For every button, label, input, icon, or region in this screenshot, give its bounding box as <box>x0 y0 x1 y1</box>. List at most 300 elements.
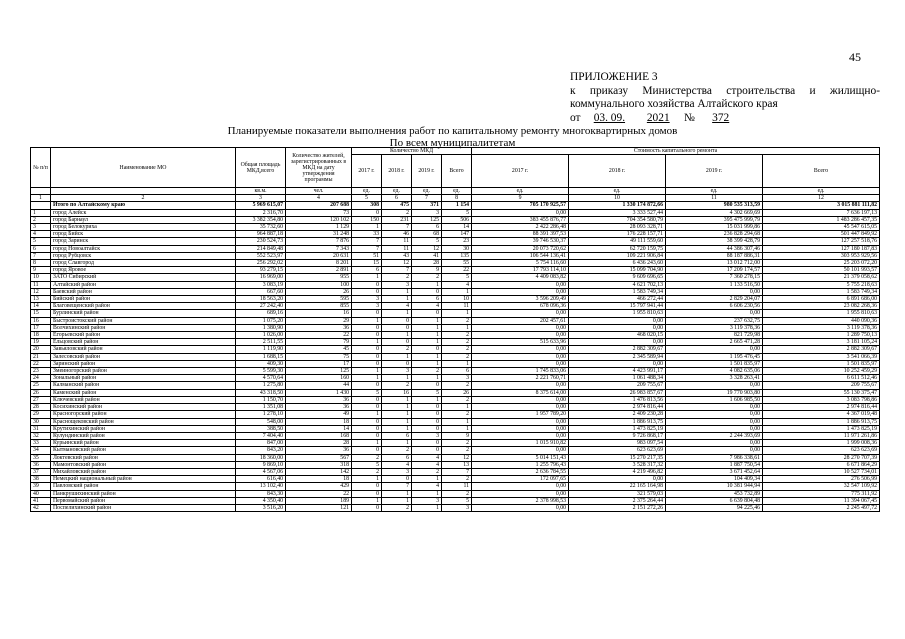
value-cell: 1 061 488,34 <box>569 375 666 382</box>
value-cell: 6 891 686,00 <box>763 296 880 303</box>
value-cell: 1 <box>382 497 412 504</box>
value-cell: 0,00 <box>666 288 763 295</box>
value-cell: 0 <box>412 440 442 447</box>
value-cell: 0 <box>352 324 382 331</box>
value-cell: 0,00 <box>472 404 569 411</box>
value-cell: 3 382 354,80 <box>236 216 286 223</box>
value-cell: 11 <box>382 245 412 252</box>
table-row <box>31 209 880 216</box>
row-number-cell: 35 <box>31 454 51 461</box>
value-cell: 3 528 317,32 <box>569 461 666 468</box>
value-cell: 44 386 307,46 <box>666 245 763 252</box>
mo-name-cell: город Яровое <box>51 267 236 274</box>
row-number-cell: 28 <box>31 404 51 411</box>
value-cell: 27 242,40 <box>236 303 286 310</box>
row-number-cell: 12 <box>31 288 51 295</box>
value-cell: 12 <box>442 454 472 461</box>
header-c2018: 2018 г. <box>569 155 666 188</box>
value-cell: 3 <box>352 303 382 310</box>
value-cell: 0 <box>352 346 382 353</box>
value-cell: 55 <box>442 260 472 267</box>
mo-name-cell: город Барнаул <box>51 216 236 223</box>
table-row <box>31 245 880 252</box>
value-cell: 55 130 375,47 <box>763 389 880 396</box>
total-qall: 1 154 <box>442 202 472 209</box>
value-cell: 2 <box>412 274 442 281</box>
value-cell: 11 <box>382 238 412 245</box>
row-number-cell: 21 <box>31 353 51 360</box>
value-cell: 16 969,00 <box>236 274 286 281</box>
value-cell: 0 <box>352 288 382 295</box>
value-cell: 125 <box>412 216 442 223</box>
units-row <box>31 188 880 195</box>
value-cell: 2 151 272,26 <box>569 504 666 511</box>
value-cell: 4 621 702,13 <box>569 281 666 288</box>
value-cell: 28 270 707,39 <box>763 454 880 461</box>
header-c2019: 2019 г. <box>666 155 763 188</box>
row-number-cell: 4 <box>31 231 51 238</box>
value-cell: 10 381 944,94 <box>666 483 763 490</box>
value-cell: 0 <box>352 353 382 360</box>
value-cell: 1 476 813,56 <box>569 396 666 403</box>
value-cell: 2 <box>382 382 412 389</box>
value-cell: 3 <box>412 497 442 504</box>
mo-name-cell: город Рубцовск <box>51 252 236 259</box>
value-cell: 409,30 <box>236 360 286 367</box>
unit-cell: ед. <box>763 188 880 195</box>
value-cell: 1 <box>382 396 412 403</box>
value-cell: 1 <box>352 368 382 375</box>
value-cell: 1 <box>442 360 472 367</box>
header-qty-group: Количество МКД <box>352 148 472 155</box>
value-cell: 1 <box>412 375 442 382</box>
value-cell: 775 311,92 <box>763 490 880 497</box>
value-cell: 1 <box>352 224 382 231</box>
row-number-cell: 42 <box>31 504 51 511</box>
value-cell: 7 <box>442 468 472 475</box>
value-cell: 0,00 <box>666 310 763 317</box>
value-cell: 1 129 <box>286 224 352 231</box>
row-number-cell: 30 <box>31 418 51 425</box>
table-row <box>31 274 880 281</box>
value-cell: 1 957 789,20 <box>472 411 569 418</box>
table-row <box>31 310 880 317</box>
value-cell: 3 <box>412 209 442 216</box>
value-cell: 9 <box>412 267 442 274</box>
value-cell: 0,00 <box>472 360 569 367</box>
value-cell: 318 <box>286 461 352 468</box>
value-cell: 0,00 <box>472 483 569 490</box>
value-cell: 2 378 998,53 <box>472 497 569 504</box>
value-cell: 2 <box>352 454 382 461</box>
value-cell: 1 <box>352 375 382 382</box>
value-cell: 0,00 <box>472 353 569 360</box>
value-cell: 1 <box>442 288 472 295</box>
mo-name-cell: город Алейск <box>51 209 236 216</box>
table-row <box>31 339 880 346</box>
value-cell: 4 <box>412 483 442 490</box>
unit-cell: чел. <box>286 188 352 195</box>
value-cell: 5 755 218,63 <box>763 281 880 288</box>
table-row <box>31 303 880 310</box>
row-number-cell: 41 <box>31 497 51 504</box>
value-cell: 1 <box>412 281 442 288</box>
value-cell: 1 <box>382 310 412 317</box>
value-cell: 1 <box>412 476 442 483</box>
value-cell: 1 <box>412 317 442 324</box>
value-cell: 39 746 530,37 <box>472 238 569 245</box>
mo-name-cell: ЗАТО Сибирский <box>51 274 236 281</box>
value-cell: 2 375 264,44 <box>569 497 666 504</box>
value-cell: 2 882 309,67 <box>763 346 880 353</box>
value-cell: 15 270 217,35 <box>569 454 666 461</box>
row-number-cell: 25 <box>31 382 51 389</box>
mo-name-cell: Каменский район <box>51 389 236 396</box>
value-cell: 5 <box>412 238 442 245</box>
table-row <box>31 252 880 259</box>
table-row <box>31 454 880 461</box>
table-row <box>31 267 880 274</box>
value-cell: 3 328 263,41 <box>666 375 763 382</box>
value-cell: 12 <box>412 245 442 252</box>
value-cell: 3 <box>382 468 412 475</box>
value-cell: 4 350,40 <box>236 497 286 504</box>
value-cell: 3 119 378,36 <box>666 324 763 331</box>
value-cell: 79 <box>286 339 352 346</box>
row-number-cell: 32 <box>31 432 51 439</box>
row-number-cell: 8 <box>31 260 51 267</box>
mo-name-cell: Панкрушихинский район <box>51 490 236 497</box>
value-cell: 22 <box>442 267 472 274</box>
table-row <box>31 490 880 497</box>
value-cell: 49 <box>286 411 352 418</box>
row-number-cell: 10 <box>31 274 51 281</box>
value-cell: 1 <box>412 339 442 346</box>
value-cell: 0,00 <box>472 425 569 432</box>
row-number-cell: 5 <box>31 238 51 245</box>
value-cell: 623 623,69 <box>569 447 666 454</box>
value-cell: 125 <box>286 368 352 375</box>
value-cell: 453 732,89 <box>666 490 763 497</box>
value-cell: 2 829 204,07 <box>666 296 763 303</box>
value-cell: 2 636 784,55 <box>472 468 569 475</box>
value-cell: 22 <box>286 332 352 339</box>
value-cell: 0,00 <box>472 504 569 511</box>
table-row <box>31 324 880 331</box>
value-cell: 1 <box>412 504 442 511</box>
value-cell: 2 <box>442 353 472 360</box>
value-cell: 2 <box>412 368 442 375</box>
from-label: от <box>570 111 581 124</box>
value-cell: 429 <box>286 483 352 490</box>
value-cell: 4 <box>442 281 472 288</box>
value-cell: 847,00 <box>236 440 286 447</box>
value-cell: 6 <box>382 454 412 461</box>
value-cell: 38 399 428,79 <box>666 238 763 245</box>
value-cell: 0 <box>352 382 382 389</box>
table-row <box>31 411 880 418</box>
value-cell: 7 <box>382 267 412 274</box>
table-row <box>31 288 880 295</box>
value-cell: 5 599,30 <box>236 368 286 375</box>
value-cell: 2 <box>382 274 412 281</box>
value-cell: 1 <box>412 353 442 360</box>
value-cell: 4 409 083,82 <box>472 274 569 281</box>
header-cost-group: Стоимость капитального ремонта <box>472 148 880 155</box>
value-cell: 7 <box>352 245 382 252</box>
mo-name-cell: Первомайский район <box>51 497 236 504</box>
header-c2017: 2017 г. <box>472 155 569 188</box>
unit-cell: ед. <box>666 188 763 195</box>
value-cell: 9 609 696,65 <box>569 274 666 281</box>
value-cell: 49 111 559,60 <box>569 238 666 245</box>
row-number-cell: 2 <box>31 216 51 223</box>
value-cell: 16 <box>286 310 352 317</box>
header-area: Общая площадь МКД,всего <box>236 148 286 188</box>
value-cell: 15 <box>352 260 382 267</box>
total-q2018: 475 <box>382 202 412 209</box>
value-cell: 0,00 <box>569 339 666 346</box>
value-cell: 1 <box>352 476 382 483</box>
value-cell: 388,50 <box>236 425 286 432</box>
value-cell: 51 <box>352 252 382 259</box>
column-number-cell: 4 <box>286 195 352 202</box>
value-cell: 28 093 328,71 <box>569 224 666 231</box>
value-cell: 15 031 999,86 <box>666 224 763 231</box>
value-cell: 12 <box>382 260 412 267</box>
value-cell: 88 187 886,31 <box>666 252 763 259</box>
table-row <box>31 216 880 223</box>
value-cell: 109 221 906,84 <box>569 252 666 259</box>
value-cell: 0 <box>352 310 382 317</box>
value-cell: 6 <box>412 296 442 303</box>
mo-name-cell: Волчихинский район <box>51 324 236 331</box>
value-cell: 4 302 669,69 <box>666 209 763 216</box>
value-cell: 1 <box>412 490 442 497</box>
value-cell: 1 606 985,50 <box>666 396 763 403</box>
value-cell: 6 639 804,48 <box>666 497 763 504</box>
column-number-cell: 2 <box>51 195 236 202</box>
value-cell: 1 119,90 <box>236 346 286 353</box>
value-cell: 44 <box>286 382 352 389</box>
value-cell: 26 <box>442 389 472 396</box>
value-cell: 1 <box>412 324 442 331</box>
value-cell: 2 974 816,44 <box>763 404 880 411</box>
value-cell: 7 <box>352 238 382 245</box>
table-row <box>31 368 880 375</box>
value-cell: 440 090,36 <box>763 317 880 324</box>
header-mo: Наименование МО <box>51 148 236 188</box>
value-cell: 1 583 749,34 <box>763 288 880 295</box>
value-cell: 13 102,40 <box>236 483 286 490</box>
table-row <box>31 497 880 504</box>
value-cell: 0 <box>382 360 412 367</box>
value-cell: 2 <box>442 339 472 346</box>
value-cell: 2 244 393,69 <box>666 432 763 439</box>
unit-cell: ед. <box>352 188 382 195</box>
value-cell: 0 <box>352 490 382 497</box>
row-number-cell: 15 <box>31 310 51 317</box>
value-cell: 0,00 <box>666 404 763 411</box>
row-number-cell: 17 <box>31 324 51 331</box>
value-cell: 0 <box>352 209 382 216</box>
value-cell: 1 380,90 <box>236 324 286 331</box>
value-cell: 93 279,15 <box>236 267 286 274</box>
value-cell: 2 221 760,71 <box>472 375 569 382</box>
value-cell: 0 <box>412 346 442 353</box>
mo-name-cell: город Славгород <box>51 260 236 267</box>
value-cell: 2 <box>382 209 412 216</box>
value-cell: 20 631 <box>286 252 352 259</box>
mo-name-cell: Баевский район <box>51 288 236 295</box>
value-cell: 46 <box>382 231 412 238</box>
value-cell: 104 409,34 <box>666 476 763 483</box>
header-num: № п/п <box>31 148 51 188</box>
document-title: Планируемые показатели выполнения работ по капитальному ремонту многоквартирных домов <box>227 125 678 137</box>
value-cell: 4 082 635,06 <box>666 368 763 375</box>
value-cell: 0 <box>352 360 382 367</box>
value-cell: 466 272,44 <box>569 296 666 303</box>
value-cell: 1 351,08 <box>236 404 286 411</box>
table-row <box>31 461 880 468</box>
value-cell: 17 209 174,57 <box>666 267 763 274</box>
value-cell: 106 544 136,41 <box>472 252 569 259</box>
value-cell: 8 375 614,00 <box>472 389 569 396</box>
value-cell: 1 <box>382 418 412 425</box>
value-cell: 189 <box>286 497 352 504</box>
value-cell: 1 <box>442 404 472 411</box>
value-cell: 23 <box>442 238 472 245</box>
value-cell: 3 <box>442 504 472 511</box>
value-cell: 28 <box>412 260 442 267</box>
unit-cell <box>31 188 51 195</box>
value-cell: 395 475 999,79 <box>666 216 763 223</box>
row-number-cell: 27 <box>31 396 51 403</box>
table-row <box>31 346 880 353</box>
value-cell: 135 <box>442 252 472 259</box>
value-cell: 0 <box>352 404 382 411</box>
value-cell: 0,00 <box>472 346 569 353</box>
value-cell: 678 096,36 <box>472 303 569 310</box>
value-cell: 4 367 019,48 <box>763 411 880 418</box>
value-cell: 1 <box>382 296 412 303</box>
value-cell: 0 <box>352 418 382 425</box>
total-name: Итого по Алтайскому краю <box>51 202 236 209</box>
value-cell: 468 020,15 <box>569 332 666 339</box>
order-year: 2021 <box>646 111 670 124</box>
value-cell: 236 828 294,68 <box>666 231 763 238</box>
appendix-title: ПРИЛОЖЕНИЕ 3 <box>570 71 658 83</box>
value-cell: 843,20 <box>236 447 286 454</box>
header-q2017: 2017 г. <box>352 155 382 188</box>
value-cell: 1 <box>352 497 382 504</box>
value-cell: 983 097,54 <box>569 440 666 447</box>
value-cell: 3 <box>412 432 442 439</box>
mo-name-cell: Быстроистокский район <box>51 317 236 324</box>
mo-name-cell: Мамонтовский район <box>51 461 236 468</box>
value-cell: 4 <box>382 461 412 468</box>
column-number-cell: 11 <box>666 195 763 202</box>
value-cell: 515 633,96 <box>472 339 569 346</box>
value-cell: 0 <box>382 339 412 346</box>
value-cell: 0,00 <box>666 418 763 425</box>
table-row <box>31 404 880 411</box>
value-cell: 1 955 810,63 <box>763 310 880 317</box>
value-cell: 10 527 734,01 <box>763 468 880 475</box>
value-cell: 147 <box>442 231 472 238</box>
value-cell: 1 195 476,45 <box>666 353 763 360</box>
row-number-cell: 19 <box>31 339 51 346</box>
value-cell: 209 755,67 <box>763 382 880 389</box>
value-cell: 1 473 825,19 <box>569 425 666 432</box>
value-cell: 35 732,60 <box>236 224 286 231</box>
column-number-cell: 3 <box>236 195 286 202</box>
value-cell: 2 <box>442 447 472 454</box>
value-cell: 0,00 <box>666 382 763 389</box>
value-cell: 0,00 <box>472 209 569 216</box>
total-people: 207 688 <box>286 202 352 209</box>
mo-name-cell: Алтайский район <box>51 281 236 288</box>
value-cell: 3 671 452,64 <box>666 468 763 475</box>
row-number-cell: 6 <box>31 245 51 252</box>
value-cell: 2 <box>382 504 412 511</box>
value-cell: 50 101 993,57 <box>763 267 880 274</box>
value-cell: 1 <box>442 324 472 331</box>
value-cell: 1 501 835,97 <box>763 360 880 367</box>
value-cell: 5 <box>412 389 442 396</box>
value-cell: 0 <box>352 483 382 490</box>
value-cell: 321 579,03 <box>569 490 666 497</box>
value-cell: 955 <box>286 274 352 281</box>
value-cell: 28 <box>286 440 352 447</box>
value-cell: 256 292,02 <box>236 260 286 267</box>
value-cell: 0 <box>352 432 382 439</box>
value-cell: 1 <box>352 274 382 281</box>
value-cell: 22 <box>286 490 352 497</box>
table-row <box>31 224 880 231</box>
value-cell: 1 <box>352 317 382 324</box>
value-cell: 1 688,15 <box>236 353 286 360</box>
value-cell: 1 <box>382 353 412 360</box>
value-cell: 6 <box>352 267 382 274</box>
value-cell: 1 <box>382 411 412 418</box>
value-cell: 0 <box>382 317 412 324</box>
value-cell: 0,00 <box>472 332 569 339</box>
value-cell: 0,00 <box>569 360 666 367</box>
header-qtotal: Всего <box>442 155 472 188</box>
value-cell: 4 567,06 <box>236 468 286 475</box>
value-cell: 176 228 157,71 <box>569 231 666 238</box>
value-cell: 160 <box>286 375 352 382</box>
value-cell: 7 636 197,13 <box>763 209 880 216</box>
row-number-cell: 18 <box>31 332 51 339</box>
page-number: 45 <box>849 50 861 64</box>
value-cell: 1 075,20 <box>236 317 286 324</box>
row-number-cell: 14 <box>31 303 51 310</box>
value-cell: 5 <box>442 209 472 216</box>
value-cell: 8 201 <box>286 260 352 267</box>
value-cell: 0 <box>382 476 412 483</box>
value-cell: 0,00 <box>472 288 569 295</box>
value-cell: 7 360 278,15 <box>666 274 763 281</box>
mo-name-cell: город Бийск <box>51 231 236 238</box>
table-row <box>31 396 880 403</box>
column-number-cell: 9 <box>472 195 569 202</box>
value-cell: 3 083 798,86 <box>763 396 880 403</box>
value-cell: 237 632,75 <box>666 317 763 324</box>
value-cell: 5 <box>442 274 472 281</box>
order-day: 03. 09. <box>593 111 626 124</box>
